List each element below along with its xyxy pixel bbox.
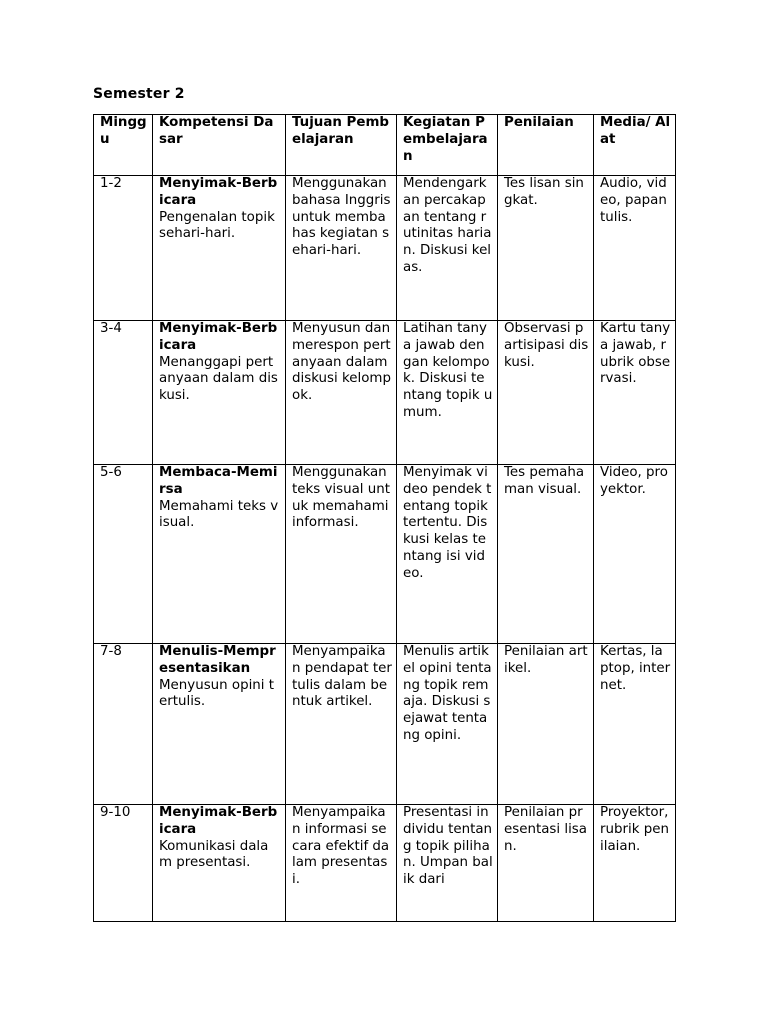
objective-cell: Menyampaikan informasi secara efektif dalam presentasi. xyxy=(286,805,397,922)
activity-cell: Latihan tanya jawab dengan kelompok. Diskusi tentang topik umum. xyxy=(397,321,498,465)
media-cell: Kertas, laptop, internet. xyxy=(594,644,676,805)
table-row xyxy=(94,805,676,922)
column-header-competency: Kompetensi Dasar xyxy=(153,115,286,176)
column-header-assessment: Penilaian xyxy=(498,115,594,176)
column-header-media: Media/ Alat xyxy=(594,115,676,176)
objective-cell: Menggunakan bahasa Inggris untuk membahas kegiatan sehari-hari. xyxy=(286,176,397,321)
week-cell: 7-8 xyxy=(94,644,153,805)
activity-cell: Mendengarkan percakapan tentang rutinitas harian. Diskusi kelas. xyxy=(397,176,498,321)
objective-cell: Menyusun dan merespon pertanyaan dalam diskusi kelompok. xyxy=(286,321,397,465)
competency-description: Memahami teks visual. xyxy=(159,498,279,531)
objective-cell: Menyampaikan pendapat tertulis dalam bentuk artikel. xyxy=(286,644,397,805)
competency-description: Pengenalan topik sehari-hari. xyxy=(159,209,275,242)
media-cell: Proyektor, rubrik penilaian. xyxy=(594,805,676,922)
week-cell: 1-2 xyxy=(94,176,153,321)
table-row xyxy=(94,644,676,805)
column-header-activity: Kegiatan Pembelajaran xyxy=(397,115,498,176)
column-header-objective: Tujuan Pembelajaran xyxy=(286,115,397,176)
competency-title: Menyimak-Berbicara xyxy=(159,176,278,208)
assessment-cell: Tes pemahaman visual. xyxy=(498,465,594,644)
assessment-cell: Penilaian presentasi lisan. xyxy=(498,805,594,922)
table-header-row xyxy=(94,115,676,176)
table-row xyxy=(94,321,676,465)
media-cell: Audio, video, papan tulis. xyxy=(594,176,676,321)
assessment-cell: Tes lisan singkat. xyxy=(498,176,594,321)
competency-description: Menyusun opini tertulis. xyxy=(159,677,275,710)
activity-cell: Menyimak video pendek tentang topik tertentu. Diskusi kelas tentang isi video. xyxy=(397,465,498,644)
competency-description: Komunikasi dalam presentasi. xyxy=(159,838,269,871)
syllabus-table xyxy=(93,114,676,922)
column-header-week: Minggu xyxy=(94,115,153,176)
competency-title: Menulis-Mempresentasikan xyxy=(159,644,276,676)
objective-cell: Menggunakan teks visual untuk memahami informasi. xyxy=(286,465,397,644)
assessment-cell: Observasi partisipasi diskusi. xyxy=(498,321,594,465)
competency-cell xyxy=(153,805,286,922)
media-cell: Video, proyektor. xyxy=(594,465,676,644)
competency-title: Menyimak-Berbicara xyxy=(159,321,278,353)
competency-title: Membaca-Memirsa xyxy=(159,465,278,497)
assessment-cell: Penilaian artikel. xyxy=(498,644,594,805)
week-cell: 9-10 xyxy=(94,805,153,922)
activity-cell: Presentasi individu tentang topik pilihan. Umpan balik dari xyxy=(397,805,498,922)
semester-heading: Semester 2 xyxy=(93,86,185,102)
table-row xyxy=(94,465,676,644)
week-cell: 5-6 xyxy=(94,465,153,644)
competency-cell xyxy=(153,644,286,805)
table-row xyxy=(94,176,676,321)
competency-cell xyxy=(153,176,286,321)
competency-cell xyxy=(153,465,286,644)
competency-description: Menanggapi pertanyaan dalam diskusi. xyxy=(159,354,278,404)
competency-title: Menyimak-Berbicara xyxy=(159,805,278,837)
competency-cell xyxy=(153,321,286,465)
media-cell: Kartu tanya jawab, rubrik observasi. xyxy=(594,321,676,465)
activity-cell: Menulis artikel opini tentang topik remaja. Diskusi sejawat tentang opini. xyxy=(397,644,498,805)
week-cell: 3-4 xyxy=(94,321,153,465)
